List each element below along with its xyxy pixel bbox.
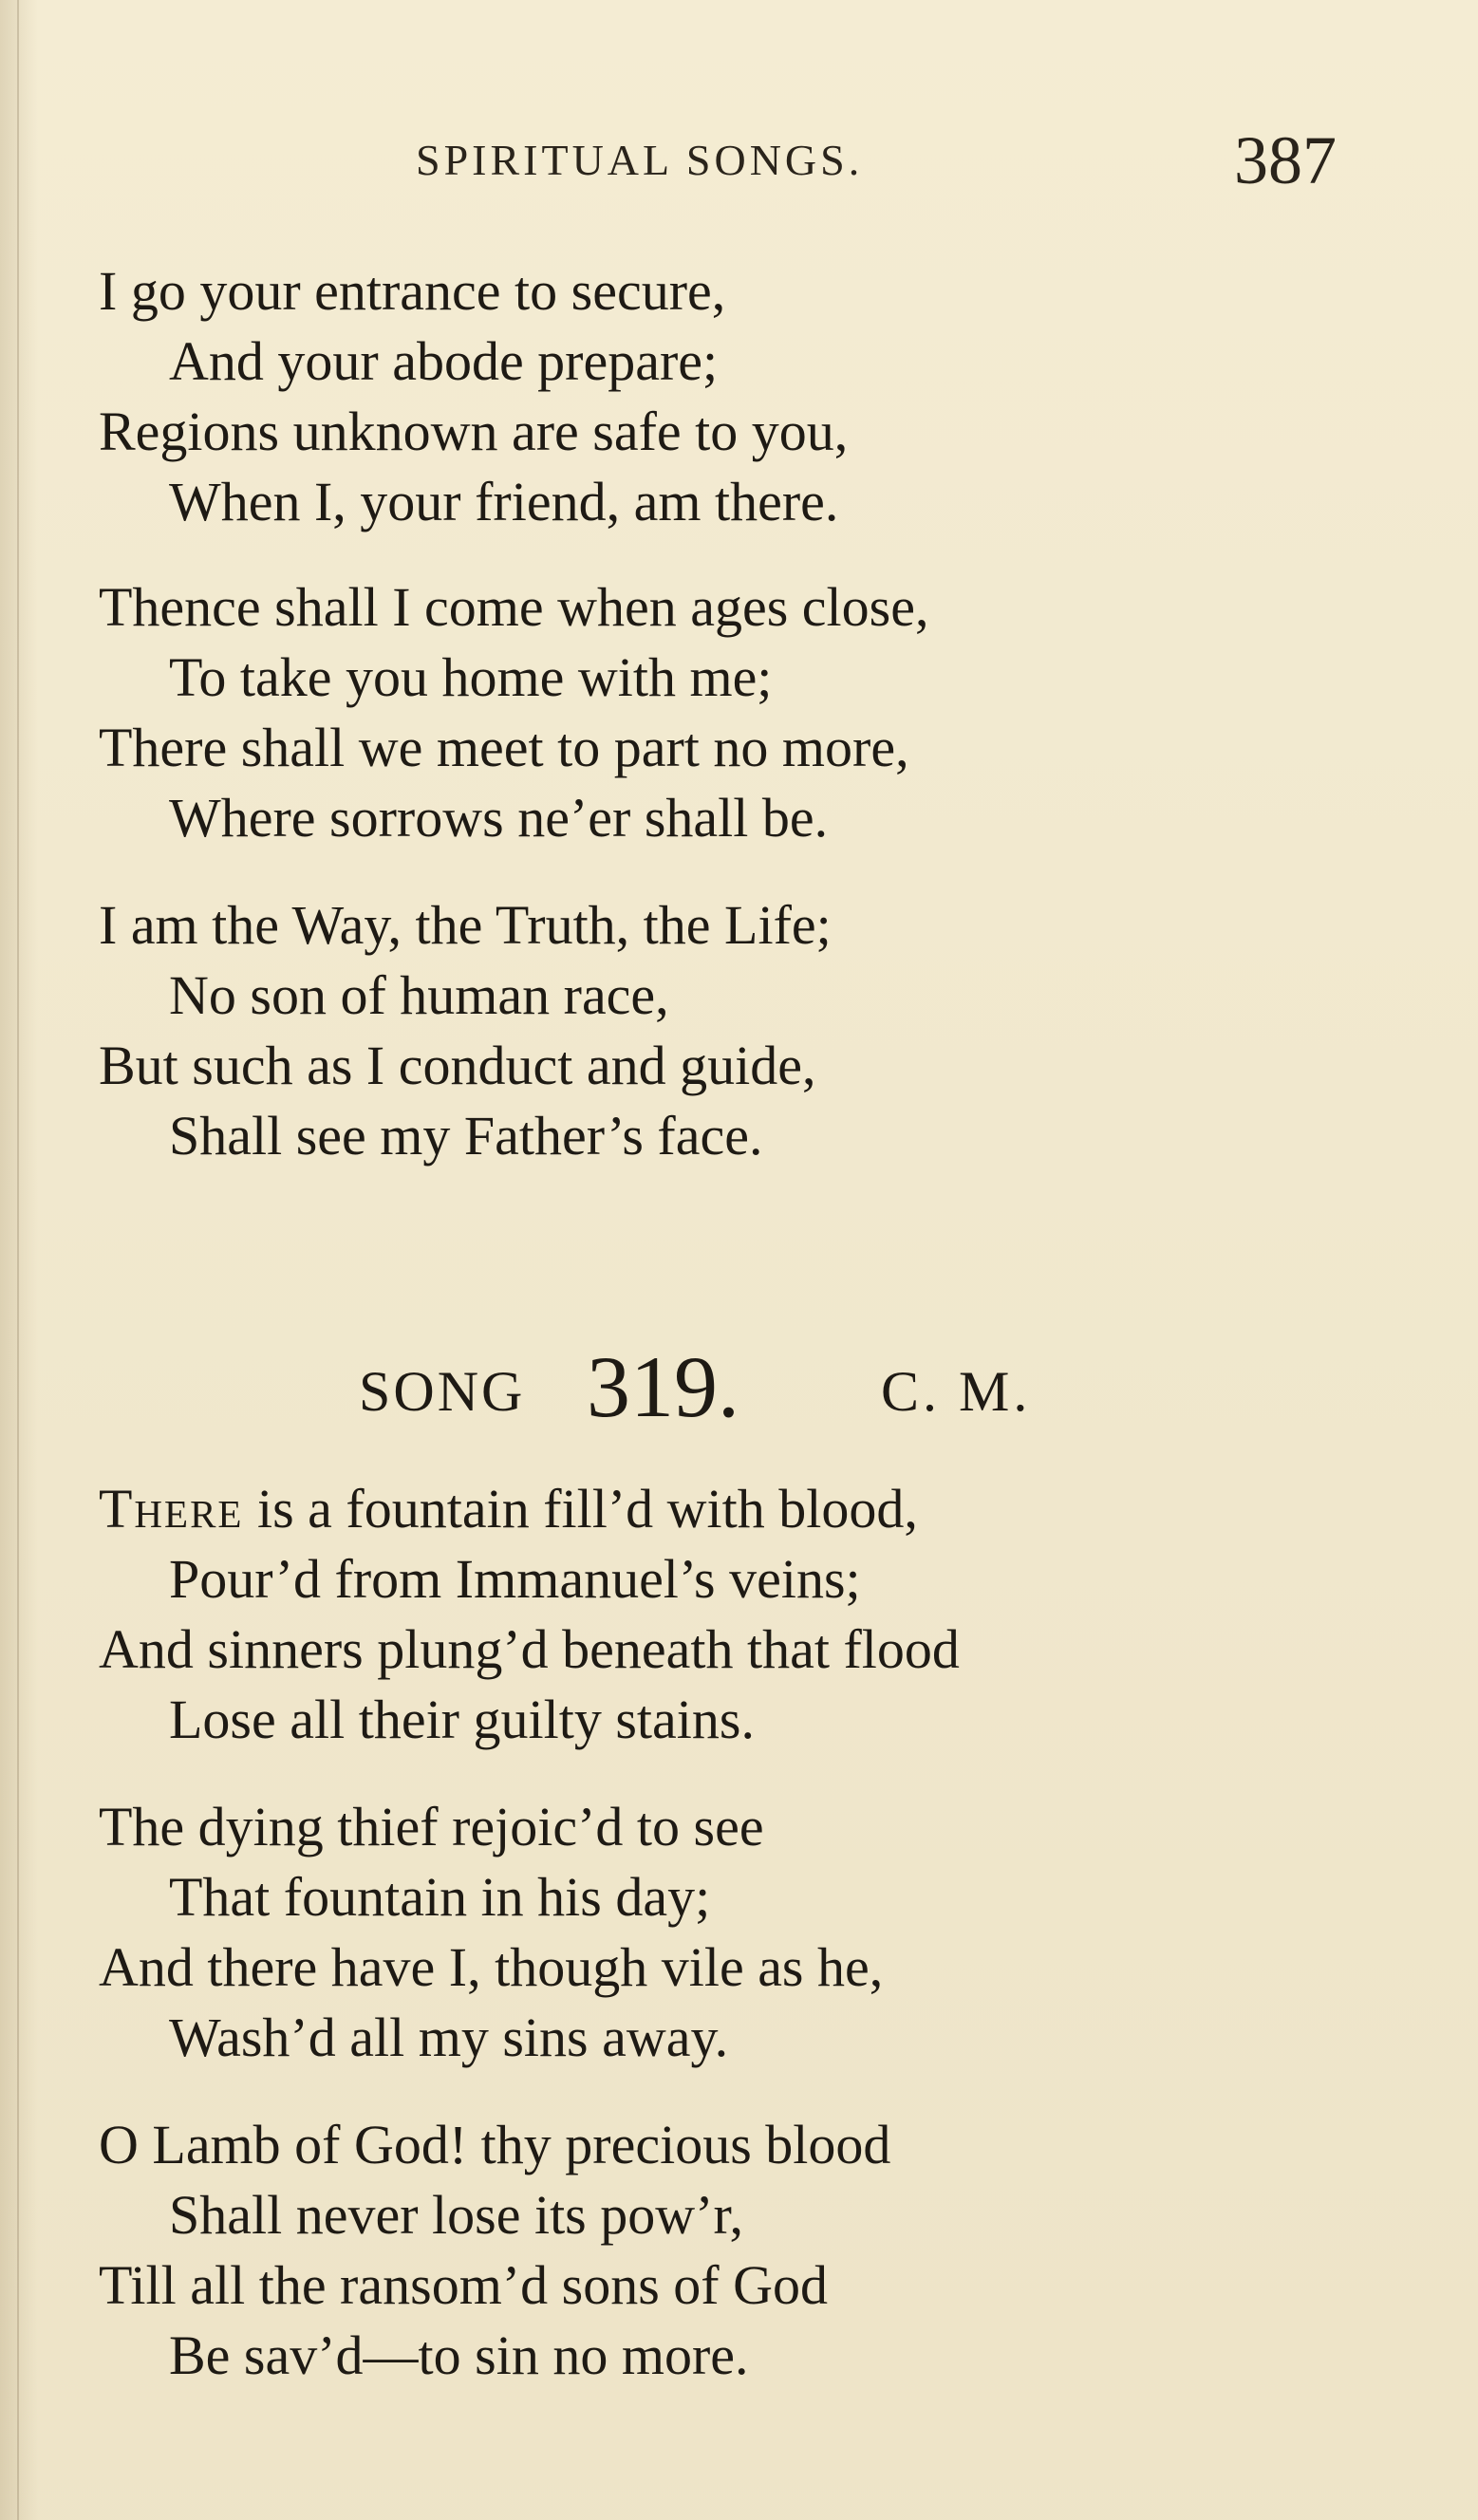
verse-line: But such as I conduct and guide, <box>99 1035 816 1096</box>
page-number: 387 <box>1234 122 1337 198</box>
running-head <box>0 121 1478 197</box>
verse-line <box>99 1474 1371 1544</box>
stanza-3 <box>99 890 1371 1171</box>
verse-line: Shall never lose its pow’r, <box>169 2184 743 2246</box>
verse-line: Be sav’d—to sin no more. <box>169 2324 749 2386</box>
stanza-2 <box>99 572 1371 853</box>
verse-line: Pour’d from Immanuel’s veins; <box>169 1548 861 1610</box>
verse-line: Wash’d all my sins away. <box>169 2007 729 2068</box>
verse-line: Shall see my Father’s face. <box>169 1105 763 1167</box>
verse-line: Till all the ransom’d sons of God <box>99 2254 828 2316</box>
verse-line: Thence shall I come when ages close, <box>99 576 929 638</box>
verse-line: I am the Way, the Truth, the Life; <box>99 894 832 956</box>
running-title: SPIRITUAL SONGS. <box>416 136 864 184</box>
verse-line: I go your entrance to secure, <box>99 260 726 322</box>
verse-line: No son of human race, <box>169 964 669 1026</box>
verse-line: And sinners plung’d beneath that flood <box>99 1618 960 1680</box>
song-heading <box>0 1336 1478 1435</box>
verse-line: The dying thief rejoic’d to see <box>99 1796 764 1857</box>
verse-line: And your abode prepare; <box>169 330 719 392</box>
song-stanza-3 <box>99 2110 1371 2391</box>
song-stanza-1 <box>99 1474 1371 1755</box>
verse-line: O Lamb of God! thy precious blood <box>99 2114 891 2175</box>
verse-line: That fountain in his day; <box>169 1866 711 1928</box>
song-label: SONG <box>359 1360 526 1423</box>
verse-line: Regions unknown are safe to you, <box>99 401 849 462</box>
song-number: 319. <box>587 1338 739 1435</box>
verse-line: To take you home with me; <box>169 646 773 708</box>
verse-line-rest: is a fountain fill’d with blood, <box>243 1478 918 1540</box>
song-stanza-2 <box>99 1792 1371 2073</box>
song-meter: C. M. <box>881 1360 1032 1423</box>
stanza-1 <box>99 256 1371 537</box>
verse-line: And there have I, though vile as he, <box>99 1936 884 1998</box>
page-gutter <box>17 0 19 2520</box>
verse-line: There shall we meet to part no more, <box>99 717 909 778</box>
verse-line: Lose all their guilty stains. <box>169 1689 755 1750</box>
verse-line: Where sorrows ne’er shall be. <box>169 787 829 849</box>
drop-word: There <box>99 1478 244 1540</box>
verse-line: When I, your friend, am there. <box>169 471 839 532</box>
